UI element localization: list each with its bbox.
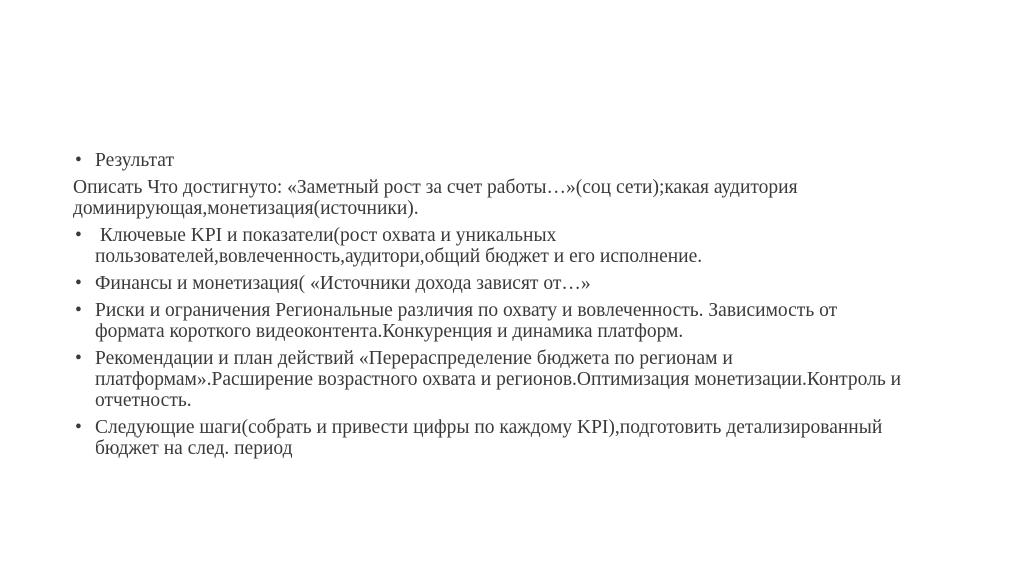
bullet-icon: • [75, 300, 82, 321]
paragraph-describe-achievements [73, 177, 903, 219]
bullet-icon: • [75, 150, 82, 171]
bullet-text: Финансы и монетизация( «Источники дохода зависят от…» [95, 273, 591, 294]
slide-body [73, 150, 903, 465]
bullet-item-result [73, 150, 903, 171]
bullet-item-recommendations [73, 348, 903, 411]
bullet-text: Ключевые KPI и показатели(рост охвата и уникальных пользователей,вовлеченность,аудитори,общий бюджет и его исполнение. [95, 225, 703, 267]
bullet-icon: • [75, 225, 82, 246]
bullet-icon: • [75, 273, 82, 294]
paragraph-text: Описать Что достигнуто: «Заметный рост за счет работы…»(соц сети);какая аудитория доминирующая,монетизация(источники). [73, 177, 798, 219]
bullet-icon: • [75, 348, 82, 369]
bullet-text: Результат [95, 150, 174, 171]
bullet-text: Риски и ограничения Региональные различия по охвату и вовлеченность. Зависимость от формата короткого видеоконтента.Конкуренция и динамика платформ. [95, 300, 838, 342]
bullet-item-risks [73, 300, 903, 342]
bullet-text: Следующие шаги(собрать и привести цифры по каждому KPI),подготовить детализированный бюджет на след. период [95, 417, 883, 459]
bullet-item-kpi [73, 225, 903, 267]
bullet-item-next-steps [73, 417, 903, 459]
bullet-text: Рекомендации и план действий «Перераспределение бюджета по регионам и платформам».Расширение возрастного охвата и регионов.Оптимизация монетизации.Контроль и отчетность. [95, 348, 902, 411]
bullet-item-finance [73, 273, 903, 294]
bullet-icon: • [75, 417, 82, 438]
